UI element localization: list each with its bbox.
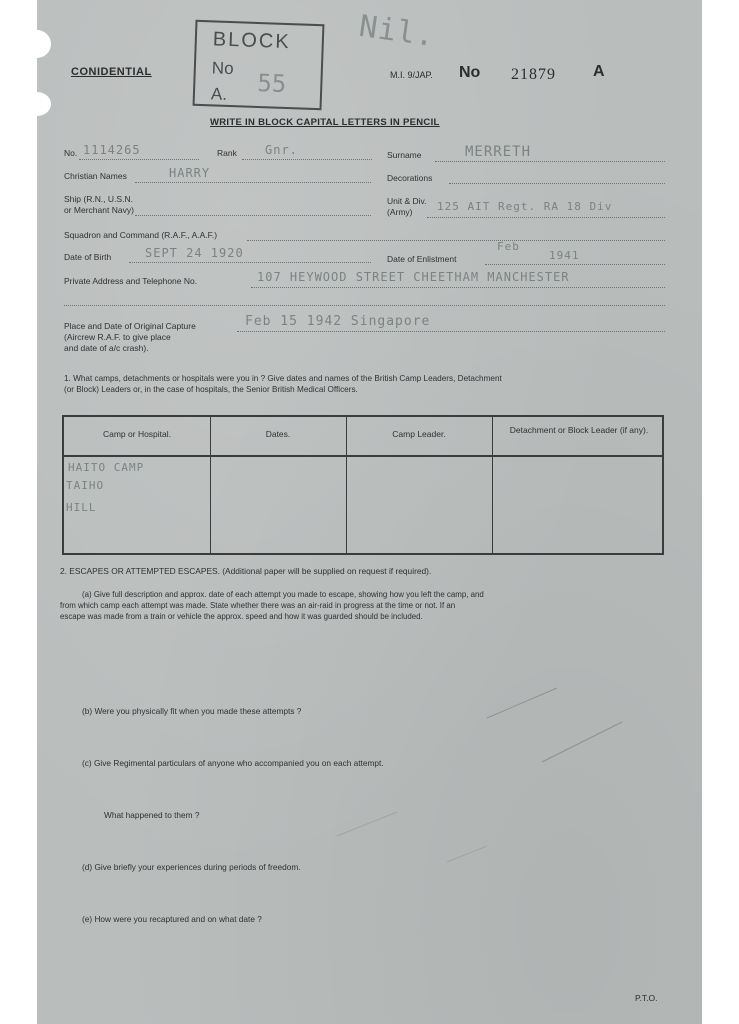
ship-label-1: Ship (R.N., U.S.N.: [64, 194, 133, 204]
unit-value: 125 AIT Regt. RA 18 Div: [437, 200, 613, 213]
question2a-line2: from which camp each attempt was made. State whether there was an air-raid in progress at the time or not. If an: [60, 601, 456, 610]
pto-label: P.T.O.: [635, 993, 658, 1003]
dob-line: [129, 262, 371, 263]
form-number: 21879: [511, 66, 556, 83]
christian-names-label: Christian Names: [64, 171, 127, 181]
series-letter: A: [593, 63, 605, 80]
rank-value: Gnr.: [265, 143, 298, 157]
question2a-line1: (a) Give full description and approx. date of each attempt you made to escape, showing how you left the camp, and: [82, 590, 484, 599]
enlistment-line: [485, 264, 665, 265]
instruction-heading: WRITE IN BLOCK CAPITAL LETTERS IN PENCIL: [210, 117, 440, 128]
punch-hole: [37, 92, 51, 116]
enlistment-value-month: Feb: [497, 240, 520, 253]
table-handwritten-row2: TAIHO: [66, 479, 105, 492]
question1-line1: 1. What camps, detachments or hospitals were you in ? Give dates and names of the British Camp Leaders, Detachment: [64, 374, 502, 383]
surname-value: MERRETH: [465, 144, 532, 160]
table-handwritten-row3: HILL: [66, 501, 97, 514]
dob-label: Date of Birth: [64, 252, 112, 262]
column-divider: [492, 417, 493, 553]
punch-hole: [37, 30, 51, 58]
question2d: (d) Give briefly your experiences during periods of freedom.: [82, 862, 301, 872]
unit-label-2: (Army): [387, 207, 413, 217]
handwritten-nil: Nil.: [356, 8, 438, 55]
enlistment-value-year: 1941: [549, 249, 580, 262]
question2-title: 2. ESCAPES OR ATTEMPTED ESCAPES. (Additional paper will be supplied on request if required).: [60, 566, 432, 576]
no-label: No: [459, 64, 481, 81]
squadron-label: Squadron and Command (R.A.F., A.A.F.): [64, 230, 218, 240]
question2a-line3: escape was made from a train or vehicle the approx. speed and how it was guarded should be included.: [60, 612, 423, 621]
no-label: No.: [64, 148, 78, 158]
squadron-line: [247, 240, 665, 241]
rank-line: [242, 159, 372, 160]
unit-label-1: Unit & Div.: [387, 196, 427, 206]
stamp-line2: No: [211, 58, 234, 79]
question1-line2: (or Block) Leaders or, in the case of hospitals, the Senior British Medical Officers.: [64, 385, 358, 394]
table-handwritten-row1: HAITO CAMP: [68, 461, 145, 474]
stamp-line1: BLOCK: [212, 28, 292, 54]
column-header-camp: Camp or Hospital.: [102, 429, 172, 439]
surname-label: Surname: [387, 150, 422, 160]
capture-line: [237, 331, 665, 332]
christian-names-value: HARRY: [169, 166, 211, 180]
capture-label-1: Place and Date of Original Capture: [64, 321, 196, 331]
no-line: [79, 159, 199, 160]
camps-table: [62, 415, 664, 555]
address-line: [251, 287, 665, 288]
decorations-line: [449, 183, 665, 184]
capture-value: Feb 15 1942 Singapore: [245, 314, 431, 329]
column-header-dates: Dates.: [265, 429, 291, 439]
stamp-handwritten-number: 55: [256, 68, 287, 98]
rank-label: Rank: [217, 148, 237, 158]
confidential-label: CONIDENTIAL: [71, 66, 152, 78]
surname-line: [435, 161, 665, 162]
question2e: (e) How were you recaptured and on what date ?: [82, 914, 262, 924]
capture-label-3: and date of a/c crash).: [64, 343, 149, 353]
ship-label-2: or Merchant Navy): [64, 205, 134, 215]
no-value: 1114265: [83, 143, 141, 157]
ship-line: [135, 215, 371, 216]
dob-value: SEPT 24 1920: [145, 246, 244, 260]
form-page: [37, 0, 702, 1024]
question2c-sub: What happened to them ?: [104, 810, 200, 820]
ref-label: M.I. 9/JAP.: [390, 70, 433, 80]
column-header-camp-leader: Camp Leader.: [392, 429, 446, 439]
column-header-detachment-leader: Detachment or Block Leader (if any).: [509, 425, 649, 435]
block-stamp: [193, 20, 325, 110]
question2c: (c) Give Regimental particulars of anyone who accompanied you on each attempt.: [82, 758, 384, 768]
address-value: 107 HEYWOOD STREET CHEETHAM MANCHESTER: [257, 270, 570, 284]
decorations-label: Decorations: [387, 173, 433, 183]
capture-label-2: (Aircrew R.A.F. to give place: [64, 332, 171, 342]
stamp-line3: A.: [210, 84, 228, 104]
christian-names-line: [135, 182, 371, 183]
address-line-2: [64, 305, 665, 306]
unit-line: [427, 217, 665, 218]
address-label: Private Address and Telephone No.: [64, 276, 198, 286]
enlistment-label: Date of Enlistment: [387, 254, 457, 264]
question2b: (b) Were you physically fit when you made these attempts ?: [82, 706, 302, 716]
